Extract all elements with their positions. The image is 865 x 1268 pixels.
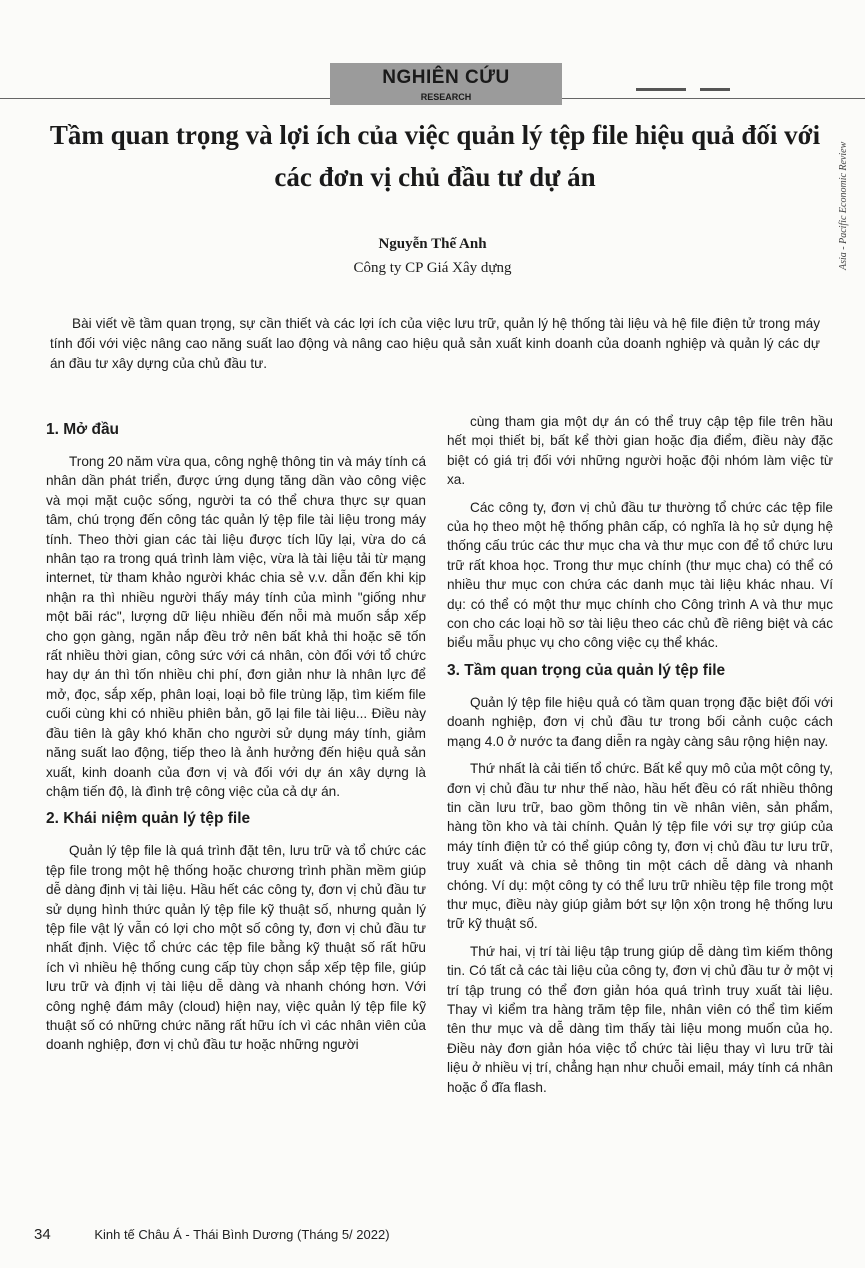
right-column: [447, 412, 833, 1105]
author-name: Nguyễn Thế Anh: [378, 236, 487, 252]
paragraph: Quản lý tệp file là quá trình đặt tên, lưu trữ và tổ chức các tệp file trong một hệ thống hoặc chương trình phần mềm giúp dễ dàng định vị tài liệu. Hầu hết các công ty, đơn vị chủ đầu tư sử dụng hình thức quản lý tệp file kỹ thuật số, nhưng quản lý tệp file vật lý vẫn có lợi cho một số công ty, đơn vị chủ đầu tư nhất định. Việc tổ chức các tệp file bằng kỹ thuật số rất hữu ích vì nhiều hệ thống cung cấp tùy chọn sắp xếp tệp file, giúp lưu trữ và định vị tài liệu dễ dàng và nhanh chóng hơn. Với công nghệ đám mây (cloud) hiện nay, việc quản lý tệp file kỹ thuật số có những chức năng rất hữu ích vì các nhân viên của doanh nghiệp, đơn vị chủ đầu tư hoặc những người: [46, 843, 426, 1053]
header-rule-right: [562, 98, 865, 99]
paragraph: Quản lý tệp file hiệu quả có tầm quan trọng đặc biệt đối với doanh nghiệp, đơn vị chủ đầu tư trong bối cảnh cuộc cách mạng 4.0 ở nước ta đang diễn ra ngày càng sâu rộng hiện nay.: [447, 694, 833, 749]
author-affiliation: Công ty CP Giá Xây dựng: [353, 260, 512, 276]
heading-introduction: 1. Mở đầu: [46, 421, 120, 438]
heading-concept: 2. Khái niệm quản lý tệp file: [46, 810, 251, 828]
paragraph: Thứ nhất là cải tiến tổ chức. Bất kể quy mô của một công ty, đơn vị chủ đầu tư như thế nào, hầu hết đều có rất nhiều thông tin cần lưu trữ, bao gồm thông tin về nhân viên, sản phẩm, hàng tồn kho và tài chính. Quản lý tệp file với sự trợ giúp của máy tính điện tử có thể giúp công ty, đơn vị chủ đầu tư lưu trữ, truy xuất và chia sẻ thông tin một cách dễ dàng và nhanh chóng. Ví dụ: một công ty có thể lưu trữ nhiều tệp file trong một thư mục, điều này giúp giảm bớt sự lộn xộn trong hệ thống lưu trữ kỹ thuật số.: [447, 761, 833, 932]
abstract: Bài viết về tầm quan trọng, sự cần thiết và các lợi ích của việc lưu trữ, quản lý hệ thống tài liệu và hệ file điện tử trong máy tính đối với việc nâng cao năng suất lao động và nâng cao hiệu quả sản xuất kinh doanh của doanh nghiệp và quản lý các dự án đầu tư xây dựng của chủ đầu tư.: [50, 316, 820, 372]
left-column: [46, 412, 426, 1063]
page-number: 34: [34, 1226, 51, 1243]
heading-importance: 3. Tầm quan trọng của quản lý tệp file: [447, 661, 726, 679]
paragraph: Các công ty, đơn vị chủ đầu tư thường tổ chức các tệp file của họ theo một hệ thống phân cấp, có nghĩa là họ sử dụng hệ thống cấu trúc các thư mục cha và thư mục con để tổ chức lưu trữ rất khoa học. Trong thư mục chính (thư mục cha) có thể có nhiều thư mục con chứa các danh mục tài liệu khác nhau. Ví dụ: có thể có một thư mục chính cho Công trình A và thư mục con cho các loại hồ sơ tài liệu theo các chủ đề riêng biệt và các biểu mẫu phục vụ cho công việc cụ thể khác.: [447, 499, 833, 651]
paragraph: Trong 20 năm vừa qua, công nghệ thông tin và máy tính cá nhân dần phát triển, được ứng dụng tăng dần vào công việc và mọi mặt cuộc sống, người ta có thể chưa thực sự quan tâm, chú trọng đến công tác quản lý tệp file tài liệu trong máy tính. Theo thời gian các tài liệu được tích lũy lại, vừa do cá nhân tạo ra trong quá trình làm việc, vừa là tài liệu tải từ mạng internet, từ tham khảo người khác chia sẻ v.v. dẫn đến khi kịp nhận ra thì nhiều người thấy máy tính của mình "giống như một bãi rác", lượng dữ liệu nhiều đến nỗi mà muốn sắp xếp cho gọn gàng, ngăn nắp đều trở nên bất khả thi hoặc sẽ tốn rất nhiều thời gian, công sức với cá nhân, còn đối với tổ chức hay dự án thì tốn nhiều chi phí, đơn giản như là nhân lực để mở, đọc, sắp xếp, phân loại, loại bỏ file trùng lặp, tìm kiếm file cuối cùng khi có nhiều phiên bản, gõ lại file tài liệu... Điều này đầu tiên là gây khó khăn cho người sử dụng máy tính, giảm năng suất lao động, tiếp theo là ảnh hưởng đến hiệu quả sản xuất, kinh doanh của đơn vị và đối với dự án xây dựng là chậm tiến độ, là đình trệ công việc của cả dự án.: [46, 454, 426, 799]
section-subtitle: RESEARCH: [420, 92, 472, 102]
header-rule-left: [0, 98, 330, 99]
page-footer: [34, 1226, 834, 1243]
article-title: Tầm quan trọng và lợi ích của việc quản lý tệp file hiệu quả đối với các đơn vị chủ đầu tư dự án: [49, 120, 821, 192]
header-dash: [636, 88, 686, 91]
paragraph: Thứ hai, vị trí tài liệu tập trung giúp dễ dàng tìm kiếm thông tin. Có tất cả các tài liệu của công ty, đơn vị chủ đầu tư ở một vị trí tập trung có thể đơn giản hóa quá trình truy xuất tài liệu. Thay vì kiểm tra hàng trăm tệp file, nhân viên có thể tìm kiếm tên thư mục và dễ dàng tìm thấy tài liệu mong muốn của họ. Điều này đơn giản hóa việc tổ chức tài liệu thay vì lưu trữ tài liệu ở nhiều vị trí, chẳng hạn như chuỗi email, máy tính cá nhân hoặc ổ đĩa flash.: [447, 943, 833, 1095]
side-journal-name: Asia - Pacific Economic Review: [838, 141, 849, 270]
paragraph: cùng tham gia một dự án có thể truy cập tệp file trên hầu hết mọi thiết bị, bất kể thời gian hoặc địa điểm, điều này đặc biệt có giá trị đối với những người hoặc đội nhóm làm việc từ xa.: [447, 414, 833, 488]
header-dash-2: [700, 88, 730, 91]
journal-citation: Kinh tế Châu Á - Thái Bình Dương (Tháng 5/ 2022): [94, 1227, 390, 1242]
section-title: NGHIÊN CỨU: [382, 67, 510, 88]
